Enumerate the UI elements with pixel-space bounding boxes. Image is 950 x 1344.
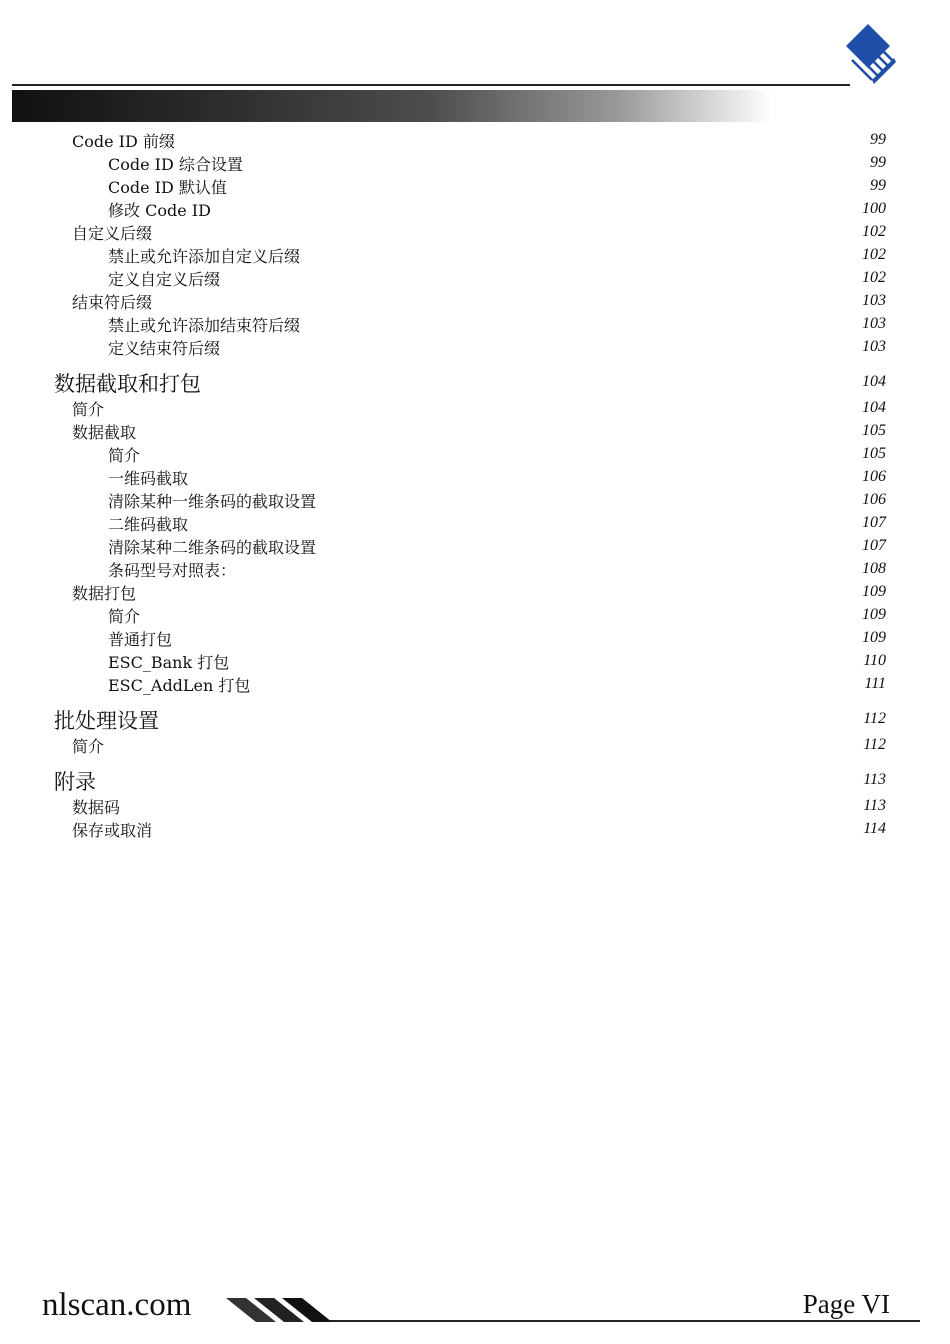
toc-entry-page: 113: [863, 771, 886, 788]
nlscan-diamond-logo-icon: [838, 20, 898, 92]
table-of-contents: [0, 128, 950, 840]
toc-entry-label: 批处理设置: [54, 709, 159, 733]
toc-entry[interactable]: [0, 335, 950, 358]
toc-chapter[interactable]: [0, 705, 950, 732]
toc-entry[interactable]: [0, 266, 950, 289]
toc-entry[interactable]: [0, 626, 950, 649]
toc-entry[interactable]: [0, 733, 950, 756]
toc-entry-page: 109: [862, 583, 886, 600]
toc-entry-page: 105: [862, 445, 886, 462]
toc-entry-label: 二维码截取: [108, 515, 189, 534]
toc-entry[interactable]: [0, 289, 950, 312]
toc-entry-label: 数据码: [72, 798, 121, 817]
toc-entry[interactable]: [0, 419, 950, 442]
toc-entry[interactable]: [0, 396, 950, 419]
toc-entry-page: 112: [863, 736, 886, 753]
toc-entry-page: 103: [862, 338, 886, 355]
toc-entry-label: 结束符后缀: [72, 293, 153, 312]
header-rule: [12, 84, 850, 86]
toc-entry-label: Code ID 前缀: [72, 132, 175, 151]
toc-entry-page: 99: [870, 131, 886, 148]
toc-entry-label: 修改 Code ID: [108, 201, 211, 220]
toc-entry-label: 禁止或允许添加结束符后缀: [108, 316, 301, 335]
toc-entry-label: 数据截取: [72, 423, 137, 442]
toc-entry-label: 附录: [54, 770, 96, 794]
toc-entry[interactable]: [0, 174, 950, 197]
toc-entry-page: 112: [863, 710, 886, 727]
toc-entry-label: Code ID 默认值: [108, 178, 227, 197]
toc-entry-label: 禁止或允许添加自定义后缀: [108, 247, 301, 266]
toc-entry-label: 普通打包: [108, 630, 173, 649]
toc-chapter[interactable]: [0, 368, 950, 395]
toc-entry-page: 109: [862, 629, 886, 646]
toc-entry-page: 106: [862, 468, 886, 485]
toc-entry-page: 102: [862, 246, 886, 263]
toc-entry[interactable]: [0, 794, 950, 817]
toc-entry-page: 103: [862, 292, 886, 309]
toc-entry[interactable]: [0, 511, 950, 534]
toc-entry-label: 条码型号对照表：: [108, 561, 237, 580]
toc-entry[interactable]: [0, 128, 950, 151]
toc-entry-label: 清除某种一维条码的截取设置: [108, 492, 317, 511]
toc-entry-page: 103: [862, 315, 886, 332]
toc-entry[interactable]: [0, 197, 950, 220]
toc-chapter[interactable]: [0, 766, 950, 793]
toc-entry[interactable]: [0, 580, 950, 603]
toc-entry-label: 自定义后缀: [72, 224, 153, 243]
toc-entry-label: 简介: [108, 607, 141, 626]
footer-site-url: nlscan.com: [42, 1287, 192, 1323]
toc-entry-page: 104: [862, 373, 886, 390]
toc-entry[interactable]: [0, 488, 950, 511]
toc-entry[interactable]: [0, 243, 950, 266]
toc-entry-page: 104: [862, 399, 886, 416]
toc-entry[interactable]: [0, 442, 950, 465]
toc-entry-label: 简介: [108, 446, 141, 465]
toc-entry-label: 数据打包: [72, 584, 137, 603]
toc-entry-page: 107: [862, 514, 886, 531]
toc-entry-page: 106: [862, 491, 886, 508]
toc-entry-label: 定义结束符后缀: [108, 339, 221, 358]
toc-entry[interactable]: [0, 557, 950, 580]
toc-entry-label: ESC_Bank 打包: [108, 653, 230, 672]
toc-entry-label: 保存或取消: [72, 821, 153, 840]
toc-entry-label: 简介: [72, 737, 105, 756]
toc-entry-label: 定义自定义后缀: [108, 270, 221, 289]
toc-entry-page: 102: [862, 223, 886, 240]
footer-page-number: Page VI: [802, 1289, 890, 1319]
toc-entry[interactable]: [0, 649, 950, 672]
toc-entry-page: 107: [862, 537, 886, 554]
toc-entry-page: 114: [863, 820, 886, 837]
toc-entry-page: 99: [870, 177, 886, 194]
toc-entry-page: 100: [862, 200, 886, 217]
toc-entry-page: 102: [862, 269, 886, 286]
toc-entry[interactable]: [0, 151, 950, 174]
header-gradient-band: [12, 90, 772, 122]
toc-entry-page: 109: [862, 606, 886, 623]
toc-entry-page: 99: [870, 154, 886, 171]
toc-entry-label: 一维码截取: [108, 469, 189, 488]
toc-entry-label: 清除某种二维条码的截取设置: [108, 538, 317, 557]
toc-entry-page: 111: [864, 675, 886, 692]
toc-entry-page: 110: [863, 652, 886, 669]
footer-rule: [330, 1320, 920, 1322]
toc-entry-label: 数据截取和打包: [54, 372, 201, 396]
toc-entry[interactable]: [0, 672, 950, 695]
toc-entry-page: 113: [863, 797, 886, 814]
toc-entry-label: Code ID 综合设置: [108, 155, 243, 174]
toc-entry-label: ESC_AddLen 打包: [108, 676, 251, 695]
toc-entry[interactable]: [0, 603, 950, 626]
toc-entry-page: 105: [862, 422, 886, 439]
toc-entry[interactable]: [0, 465, 950, 488]
toc-entry-label: 简介: [72, 400, 105, 419]
footer-stripes-decoration: [226, 1298, 336, 1322]
toc-entry[interactable]: [0, 220, 950, 243]
toc-entry[interactable]: [0, 534, 950, 557]
toc-entry-page: 108: [862, 560, 886, 577]
toc-entry[interactable]: [0, 817, 950, 840]
toc-entry[interactable]: [0, 312, 950, 335]
